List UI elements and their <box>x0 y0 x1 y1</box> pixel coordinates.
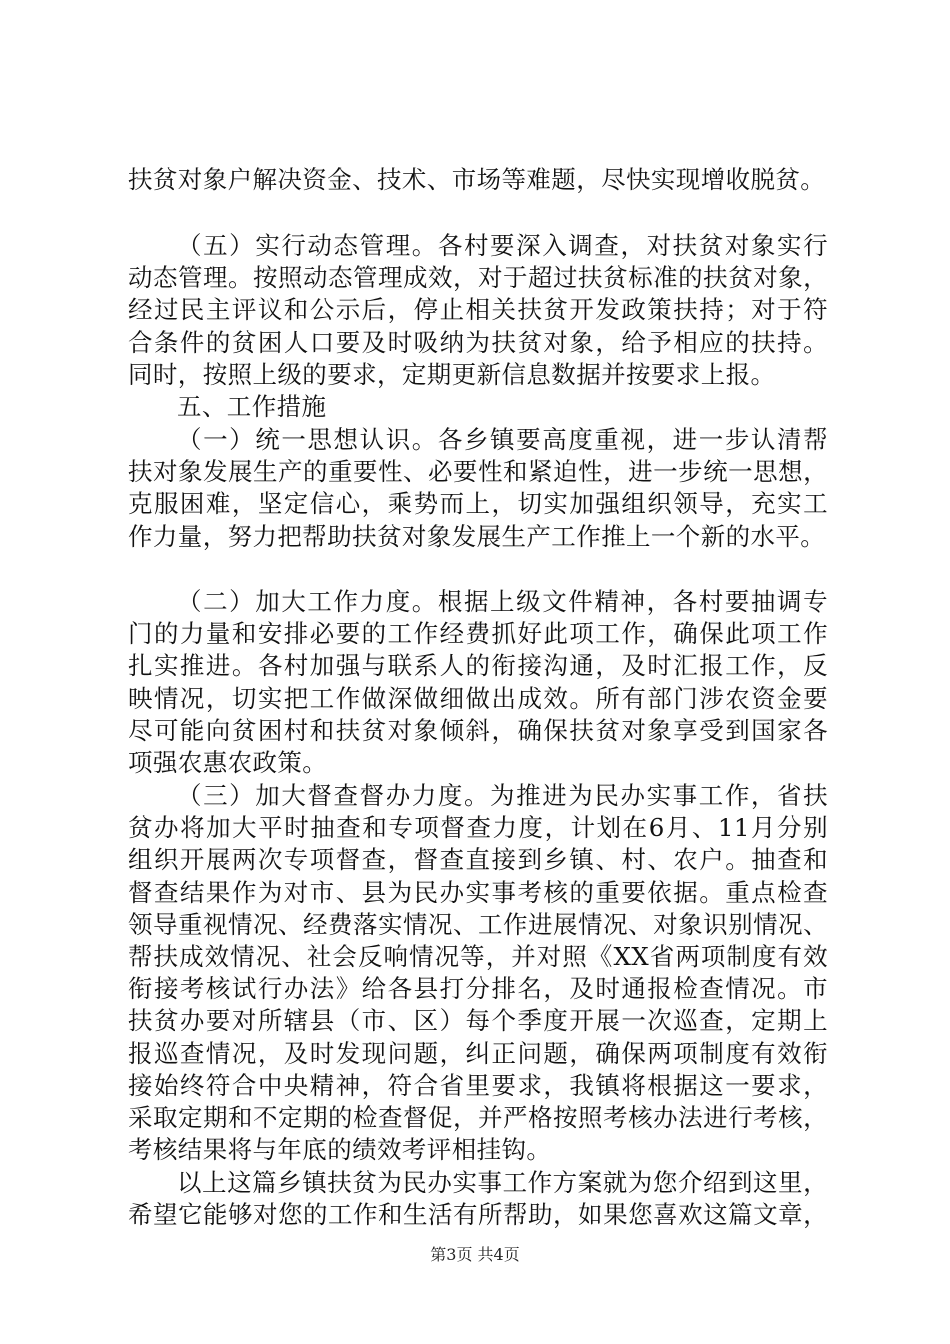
text-line: 扶贫对象户解决资金、技术、市场等难题，尽快实现增收脱贫。 <box>128 165 826 194</box>
text-line: 项强农惠农政策。 <box>128 748 328 778</box>
text-line: （二）加大工作力度。根据上级文件精神，各村要抽调专 <box>177 587 828 616</box>
paragraph-unify-thinking <box>128 424 828 553</box>
text-line: 扶对象发展生产的重要性、必要性和紧迫性，进一步统一思想， <box>128 457 828 487</box>
text-line: 作力量，努力把帮助扶贫对象发展生产工作推上一个新的水平。 <box>128 521 826 551</box>
text-line: 希望它能够对您的工作和生活有所帮助，如果您喜欢这篇文章， <box>128 1200 828 1230</box>
paragraph-supervision <box>128 780 828 1166</box>
section-heading-work-measures <box>128 391 828 423</box>
text-line: 门的力量和安排必要的工作经费抓好此项工作，确保此项工作 <box>128 619 828 649</box>
section-heading: 五、工作措施 <box>177 392 327 421</box>
paragraph-continuation <box>128 164 828 196</box>
text-line: 采取定期和不定期的检查督促，并严格按照考核办法进行考核， <box>128 1103 828 1133</box>
paragraph-dynamic-management <box>128 230 828 391</box>
text-line: 克服困难，坚定信心，乘势而上，切实加强组织领导，充实工 <box>128 489 828 519</box>
text-line: 以上这篇乡镇扶贫为民办实事工作方案就为您介绍到这里， <box>177 1168 828 1197</box>
text-line: 帮扶成效情况、社会反响情况等，并对照《XX省两项制度有效 <box>128 942 828 972</box>
text-line: 考核结果将与年底的绩效考评相挂钩。 <box>128 1135 552 1165</box>
paragraph-closing <box>128 1167 828 1231</box>
text-line: 领导重视情况、经费落实情况、工作进展情况、对象识别情况、 <box>128 909 828 939</box>
text-line: 合条件的贫困人口要及时吸纳为扶贫对象，给予相应的扶持。 <box>128 327 828 357</box>
text-line: 经过民主评议和公示后，停止相关扶贫开发政策扶持；对于符 <box>128 295 828 325</box>
text-line: 接始终符合中央精神，符合省里要求，我镇将根据这一要求， <box>128 1070 828 1100</box>
paragraph-work-intensity <box>128 586 828 779</box>
text-line: 动态管理。按照动态管理成效，对于超过扶贫标准的扶贫对象， <box>128 263 828 293</box>
text-line: 组织开展两次专项督查，督查直接到乡镇、村、农户。抽查和 <box>128 845 828 875</box>
text-line: 贫办将加大平时抽查和专项督查力度，计划在6月、11月分别 <box>128 813 828 843</box>
text-line: 扶贫办要对所辖县（市、区）每个季度开展一次巡查，定期上 <box>128 1006 828 1036</box>
text-line: 报巡查情况，及时发现问题，纠正问题，确保两项制度有效衔 <box>128 1038 828 1068</box>
text-line: 同时，按照上级的要求，定期更新信息数据并按要求上报。 <box>128 359 776 389</box>
text-line: （三）加大督查督办力度。为推进为民办实事工作，省扶 <box>177 781 828 810</box>
page-footer: 第3页 共4页 <box>430 1245 520 1264</box>
text-line: 扎实推进。各村加强与联系人的衔接沟通，及时汇报工作，反 <box>128 651 828 681</box>
text-line: 尽可能向贫困村和扶贫对象倾斜，确保扶贫对象享受到国家各 <box>128 715 828 745</box>
text-line: （一）统一思想认识。各乡镇要高度重视，进一步认清帮 <box>177 425 828 454</box>
text-line: 衔接考核试行办法》给各县打分排名，及时通报检查情况。市 <box>128 974 828 1004</box>
text-line: （五）实行动态管理。各村要深入调查，对扶贫对象实行 <box>177 231 828 260</box>
text-line: 督查结果作为对市、县为民办实事考核的重要依据。重点检查 <box>128 877 828 907</box>
text-line: 映情况，切实把工作做深做细做出成效。所有部门涉农资金要 <box>128 683 828 713</box>
